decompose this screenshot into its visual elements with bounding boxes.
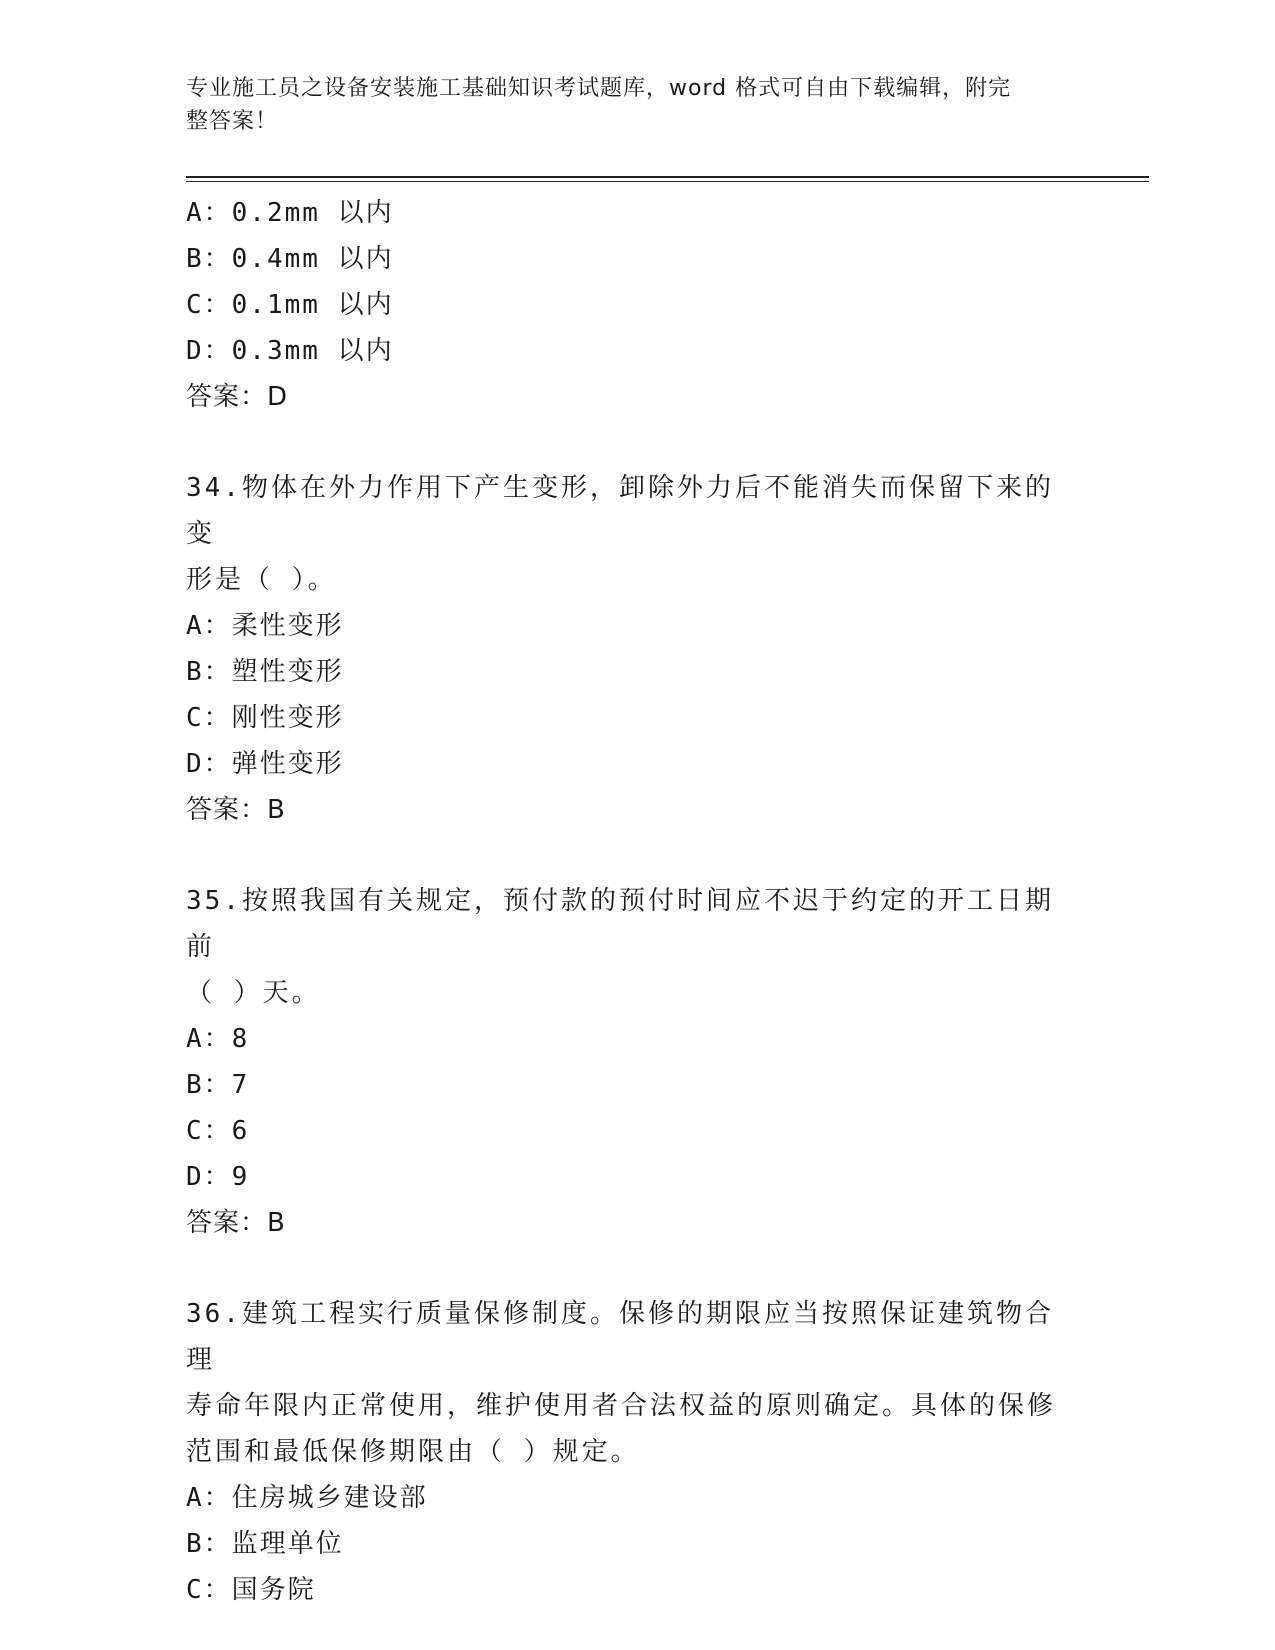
- option-a: A：住房城乡建设部: [186, 1483, 428, 1513]
- question-stem-line-2: 寿命年限内正常使用，维护使用者合法权益的原则确定。具体的保修: [186, 1391, 1057, 1421]
- question-stem-line-3: 范围和最低保修期限由（ ）规定。: [186, 1437, 640, 1467]
- option-b: B：监理单位: [186, 1529, 344, 1559]
- option-d: D：0.3mm 以内: [186, 336, 394, 366]
- question-stem-line-1: 34.物体在外力作用下产生变形，卸除外力后不能消失而保留下来的变: [186, 473, 1054, 549]
- question-stem-line-1: 36.建筑工程实行质量保修制度。保修的期限应当按照保证建筑物合理: [186, 1299, 1054, 1375]
- option-d: D：弹性变形: [186, 749, 344, 779]
- question-stem-line-2: （ ）天。: [186, 978, 321, 1008]
- option-c: C：刚性变形: [186, 703, 344, 733]
- document-header: [186, 72, 1066, 138]
- question-36: [186, 1291, 1066, 1475]
- question-33-options: [186, 190, 1086, 420]
- question-stem-line-2: 形是（ ）。: [186, 565, 337, 595]
- option-a: A：柔性变形: [186, 611, 344, 641]
- option-b: B：7: [186, 1070, 250, 1100]
- question-35: [186, 878, 1066, 1016]
- question-34-options: [186, 603, 1086, 833]
- header-divider-thin: [186, 181, 1149, 182]
- answer-line: 答案：D: [186, 382, 289, 412]
- answer-line: 答案：B: [186, 795, 286, 825]
- question-stem-line-1: 35.按照我国有关规定，预付款的预付时间应不迟于约定的开工日期前: [186, 886, 1054, 962]
- option-a: A：8: [186, 1024, 250, 1054]
- header-divider-thick: [186, 176, 1149, 178]
- question-34: [186, 465, 1066, 603]
- option-c: C：0.1mm 以内: [186, 290, 394, 320]
- option-c: C：国务院: [186, 1575, 316, 1605]
- document-body: [186, 190, 1086, 1613]
- option-a: A：0.2mm 以内: [186, 198, 394, 228]
- header-line-2: 整答案！: [186, 109, 279, 134]
- option-d: D：9: [186, 1162, 250, 1192]
- question-36-options: [186, 1475, 1086, 1613]
- option-b: B：0.4mm 以内: [186, 244, 394, 274]
- option-b: B：塑性变形: [186, 657, 344, 687]
- option-c: C：6: [186, 1116, 250, 1146]
- question-35-options: [186, 1016, 1086, 1246]
- header-line-1: 专业施工员之设备安装施工基础知识考试题库，word 格式可自由下载编辑，附完: [186, 76, 1012, 101]
- answer-line: 答案：B: [186, 1208, 286, 1238]
